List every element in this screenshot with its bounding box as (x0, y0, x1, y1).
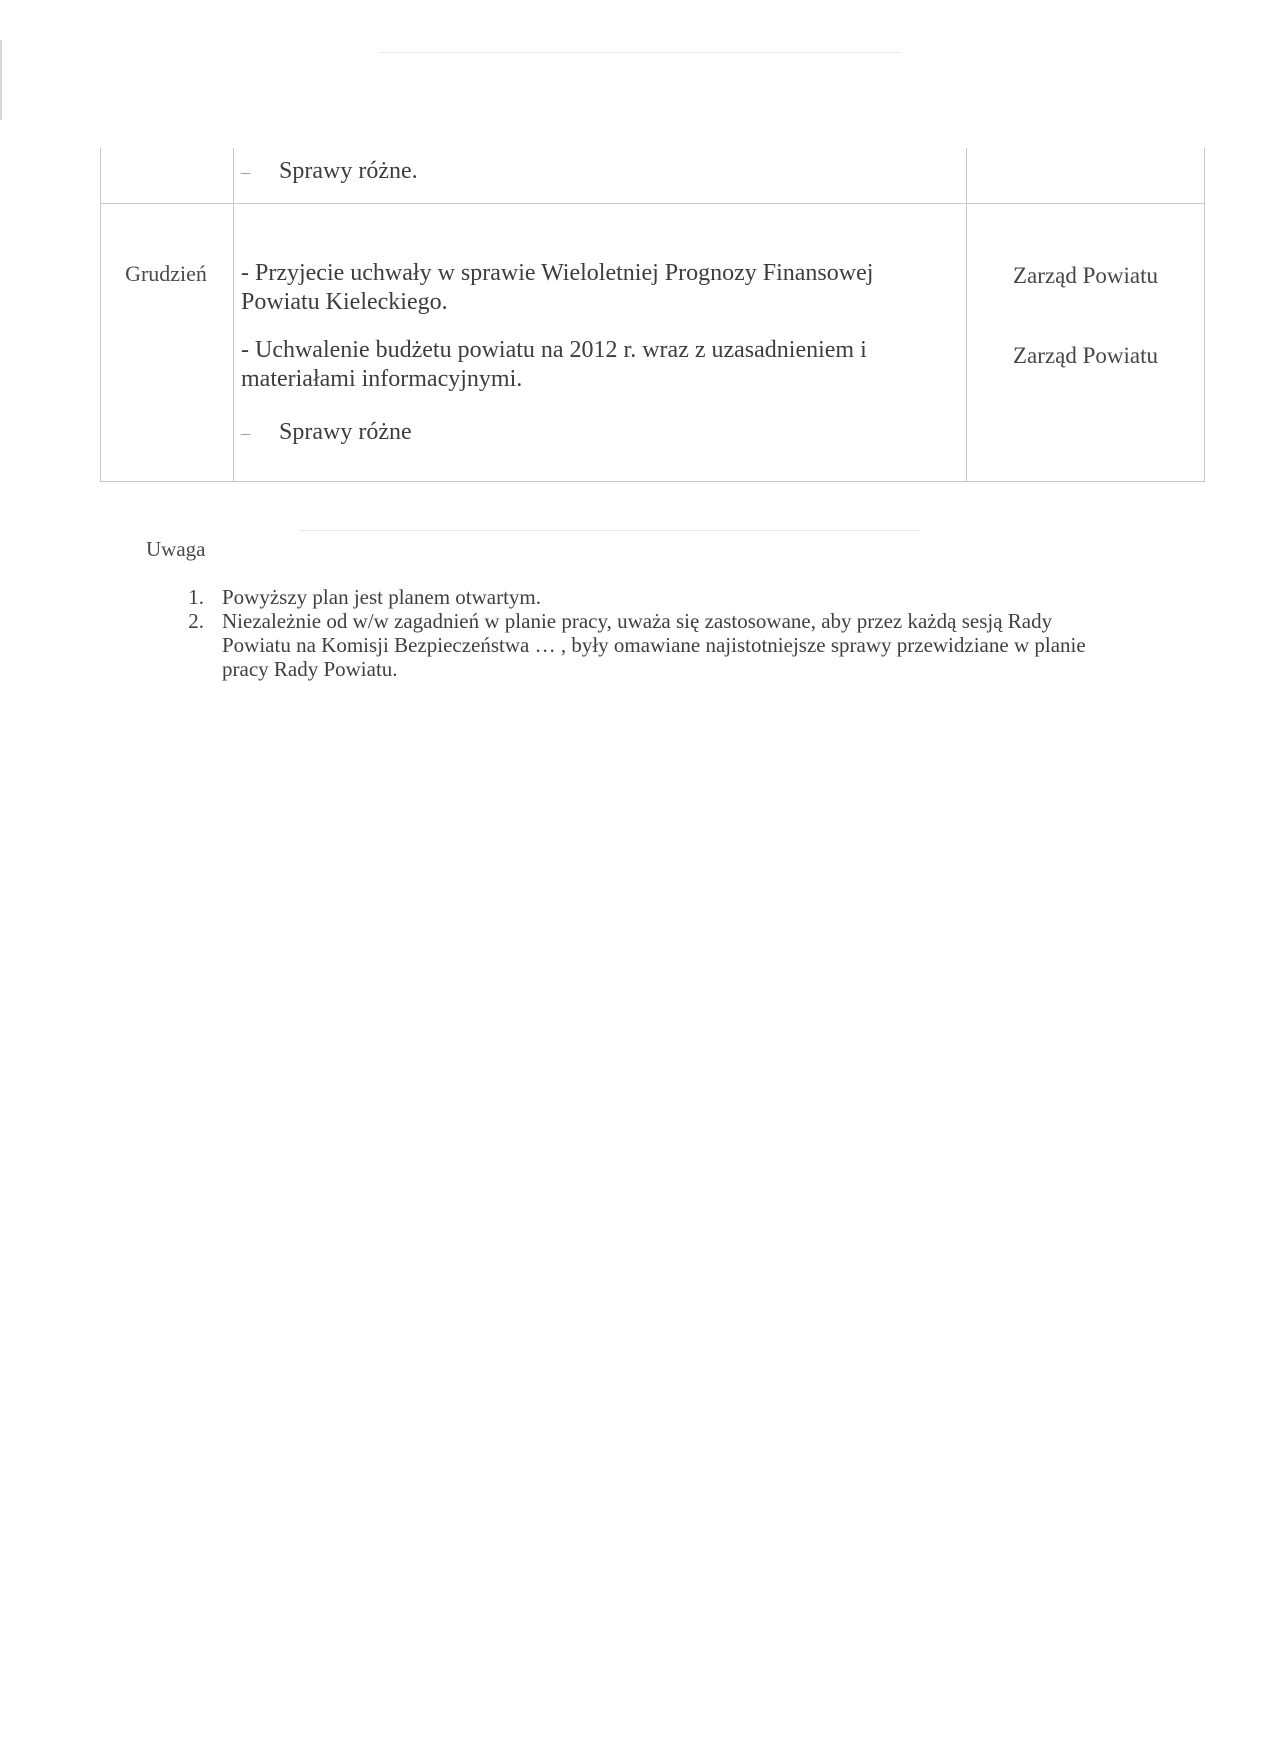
dash-marker: – (241, 423, 250, 443)
responsible-label: Zarząd Powiatu (1013, 343, 1158, 368)
topic-cell (234, 148, 967, 204)
responsible-label: Zarząd Powiatu (1013, 263, 1158, 288)
topic-item (234, 148, 966, 187)
scan-edge-mark (0, 40, 2, 120)
list-text: Powyższy plan jest planem otwartym. (222, 585, 542, 609)
topic-item (234, 394, 966, 448)
responsible-cell (967, 148, 1205, 204)
list-item (176, 585, 1106, 609)
topic-cell (234, 204, 967, 482)
scan-smudge (300, 530, 920, 531)
topic-item: - Przyjecie uchwały w sprawie Wieloletniej Prognozy Finansowej Powiatu Kieleckiego. (241, 260, 874, 315)
list-text: Niezależnie od w/w zagadnień w planie pracy, uważa się zastosowane, aby przez każdą sesją Rady Powiatu na Komisji Bezpieczeństwa … , były omawiane najistotniejsze sprawy przewidziane w planie pracy Rady Powiatu. (222, 609, 1086, 681)
topic-item: - Uchwalenie budżetu powiatu na 2012 r. wraz z uzasadnieniem i materiałami informacyjnymi. (241, 337, 867, 392)
list-number: 2. (188, 609, 204, 633)
dash-marker: – (241, 162, 250, 182)
list-number: 1. (188, 585, 204, 609)
list-item (176, 609, 1106, 681)
scan-smudge (380, 52, 900, 53)
table-row (101, 204, 1205, 482)
table-row (101, 148, 1205, 204)
topic-text: Sprawy różne (279, 419, 412, 445)
notes-heading: Uwaga (146, 537, 206, 561)
topic-text: Sprawy różne. (279, 158, 418, 184)
month-cell (101, 204, 234, 482)
month-cell (101, 148, 234, 204)
work-plan-table (100, 148, 1205, 482)
notes-list (176, 585, 1106, 681)
responsible-cell (967, 204, 1205, 482)
month-label: Grudzień (125, 261, 207, 286)
